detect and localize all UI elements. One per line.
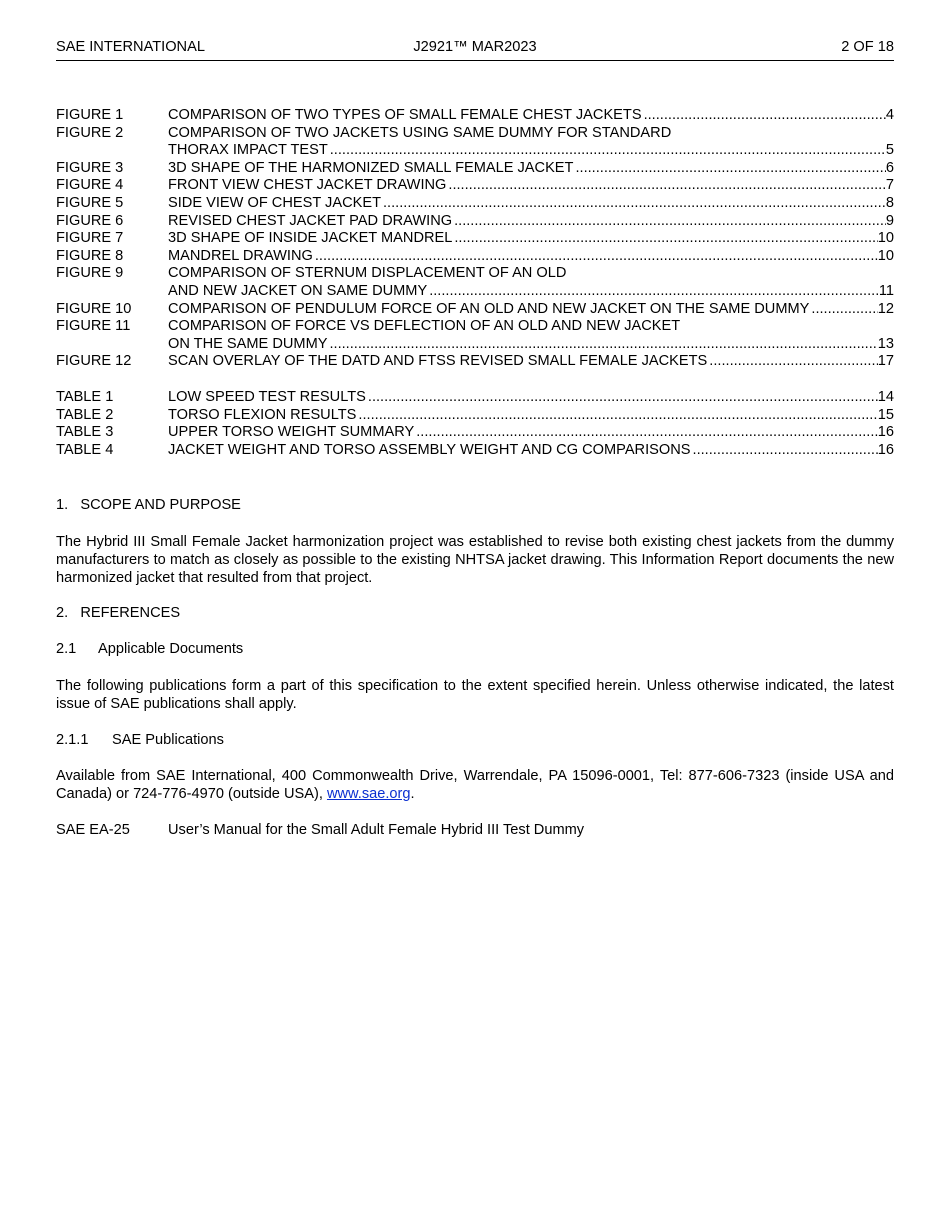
figure-entry-title-line [168, 195, 894, 213]
reference-title: User’s Manual for the Small Adult Female Hybrid III Test Dummy [168, 822, 585, 838]
figure-entry-title-text: SIDE VIEW OF CHEST JACKET [168, 194, 381, 211]
figure-entry-page-number: 10 [877, 247, 894, 264]
figure-entry-page-number: 6 [885, 159, 894, 176]
table-list [56, 389, 894, 459]
figure-entry[interactable] [56, 248, 894, 266]
dot-leader [446, 177, 885, 195]
dot-leader [313, 248, 878, 266]
figure-entry[interactable] [56, 265, 894, 300]
figure-entry-title-line [168, 248, 894, 266]
figure-entry-title-text: FRONT VIEW CHEST JACKET DRAWING [168, 177, 447, 194]
section-title: SCOPE AND PURPOSE [80, 497, 241, 513]
dot-leader [381, 195, 886, 213]
header-document-id: J2921™ MAR2023 [413, 39, 537, 55]
sae-website-link[interactable]: www.sae.org [326, 786, 411, 802]
section-2-heading [56, 604, 894, 622]
figure-entry-page-number: 4 [885, 107, 894, 123]
figure-entry-title [168, 213, 894, 231]
figure-entry-title-text: COMPARISON OF PENDULUM FORCE OF AN OLD AND NEW JACKET ON THE SAME DUMMY [168, 300, 810, 317]
dot-leader [707, 353, 877, 371]
figure-entry-label: FIGURE 8 [56, 247, 124, 264]
dot-leader [691, 442, 878, 460]
section-title: SAE Publications [112, 732, 224, 748]
figure-entry-title-text: 3D SHAPE OF INSIDE JACKET MANDREL [168, 230, 453, 247]
section-number: 2. [56, 605, 69, 621]
table-entry-title-text: LOW SPEED TEST RESULTS [168, 388, 366, 405]
section-1-heading [56, 496, 894, 514]
figure-entry-title-line [168, 318, 894, 336]
figure-entry[interactable] [56, 195, 894, 213]
figure-entry[interactable] [56, 213, 894, 231]
figure-entry-page-number: 13 [877, 335, 894, 352]
figure-entry[interactable] [56, 353, 894, 371]
figure-entry-title [168, 195, 894, 213]
figure-entry-title-text: AND NEW JACKET ON SAME DUMMY [168, 282, 428, 299]
section-number: 2.1.1 [56, 732, 89, 748]
section-2-1-1-body [56, 767, 894, 803]
table-entry-title-line [168, 407, 894, 425]
section-2-1-1-heading [56, 731, 894, 749]
table-entry-page-number: 16 [877, 441, 894, 458]
section-number: 1. [56, 497, 69, 513]
figure-entry-title-line [168, 265, 894, 283]
figure-entry-label: FIGURE 1 [56, 107, 124, 123]
body-text: Available from SAE International, 400 Commonwealth Drive, Warrendale, PA 15096-0001, Tel: 877-606-7323 (inside USA and Canada) or 724-776-4970 (outside USA), [56, 768, 894, 802]
page-header [56, 38, 894, 61]
figure-entry-page-number: 7 [885, 177, 894, 194]
header-publisher: SAE INTERNATIONAL [56, 39, 205, 55]
figure-entry[interactable] [56, 107, 894, 125]
body-text-end: . [410, 786, 415, 802]
figure-entry-label: FIGURE 4 [56, 177, 124, 194]
dot-leader [642, 107, 886, 125]
figure-entry-title-line [168, 283, 894, 301]
figure-entry-title-line [168, 160, 894, 178]
figure-entry-title [168, 230, 894, 248]
figure-entry-page-number: 8 [885, 194, 894, 211]
figure-entry-title-text: COMPARISON OF TWO TYPES OF SMALL FEMALE CHEST JACKETS [168, 107, 642, 123]
figure-entry-title-text: ON THE SAME DUMMY [168, 335, 328, 352]
figure-entry-page-number: 17 [877, 353, 894, 370]
section-1-body: The Hybrid III Small Female Jacket harmonization project was established to revise both existing chest jackets from the dummy manufacturers to match as closely as possible to the existing NHTSA jacket drawing. This Information Report documents the new harmonized jacket that resulted from that project. [56, 534, 894, 586]
table-entry-title-text: UPPER TORSO WEIGHT SUMMARY [168, 424, 415, 441]
dot-leader [327, 336, 877, 354]
figure-entry-label: FIGURE 7 [56, 230, 124, 247]
table-entry-title-text: TORSO FLEXION RESULTS [168, 406, 357, 423]
figure-entry-label: FIGURE 2 [56, 124, 124, 141]
figure-entry-page-number: 9 [885, 212, 894, 229]
dot-leader [328, 142, 886, 160]
table-entry[interactable] [56, 424, 894, 442]
figure-entry-label: FIGURE 5 [56, 194, 124, 211]
figure-entry-title-text: MANDREL DRAWING [168, 247, 313, 264]
dot-leader [573, 160, 885, 178]
dot-leader [452, 230, 877, 248]
figure-entry[interactable] [56, 318, 894, 353]
section-title: Applicable Documents [98, 641, 244, 657]
figure-entry-title-text: 3D SHAPE OF THE HARMONIZED SMALL FEMALE JACKET [168, 159, 574, 176]
figure-entry-title-text: REVISED CHEST JACKET PAD DRAWING [168, 212, 453, 229]
figure-entry-title [168, 107, 894, 125]
figure-entry-title-line [168, 142, 894, 160]
figure-entry-title-line [168, 213, 894, 231]
table-entry-title-line [168, 389, 894, 407]
figure-entry[interactable] [56, 177, 894, 195]
figure-entry-title-text: COMPARISON OF FORCE VS DEFLECTION OF AN OLD AND NEW JACKET [168, 318, 681, 335]
dot-leader [366, 389, 878, 407]
figure-entry-title-text: SCAN OVERLAY OF THE DATD AND FTSS REVISED SMALL FEMALE JACKETS [168, 353, 708, 370]
figure-entry-title [168, 160, 894, 178]
figure-entry-page-number: 12 [877, 300, 894, 317]
table-entry-title [168, 407, 894, 425]
figure-entry-title-text: THORAX IMPACT TEST [168, 142, 328, 159]
figure-entry-title-line [168, 107, 894, 125]
figure-entry-title-text: COMPARISON OF TWO JACKETS USING SAME DUMMY FOR STANDARD [168, 124, 672, 141]
table-entry-page-number: 14 [877, 388, 894, 405]
figure-entry-title-line [168, 336, 894, 354]
dot-leader [356, 407, 877, 425]
figure-entry-label: FIGURE 3 [56, 159, 124, 176]
table-entry-page-number: 15 [877, 406, 894, 423]
figure-entry-title [168, 318, 894, 353]
header-page-number: 2 OF 18 [841, 39, 894, 55]
dot-leader [414, 424, 878, 442]
figure-entry[interactable] [56, 160, 894, 178]
table-entry-title-line [168, 442, 894, 460]
figure-entry[interactable] [56, 301, 894, 319]
table-entry[interactable] [56, 442, 894, 460]
figure-entry-title [168, 177, 894, 195]
table-entry-title-line [168, 424, 894, 442]
figure-entry-title [168, 353, 894, 371]
toc-gap [56, 371, 894, 389]
figure-entry-page-number: 5 [885, 142, 894, 159]
table-entry[interactable] [56, 407, 894, 425]
figure-entry-label: FIGURE 9 [56, 265, 124, 282]
figure-entry-label: FIGURE 6 [56, 212, 124, 229]
figure-entry-title [168, 125, 894, 160]
figure-entry-label: FIGURE 12 [56, 353, 132, 370]
section-2-1-body: The following publications form a part of this specification to the extent specified herein. Unless otherwise indicated, the latest issue of SAE publications shall apply. [56, 678, 894, 712]
dot-leader [809, 301, 877, 319]
table-entry-title [168, 424, 894, 442]
table-entry-title [168, 389, 894, 407]
figure-entry-title-line [168, 230, 894, 248]
figure-entry-title-line [168, 125, 894, 143]
figure-entry-label: FIGURE 11 [56, 318, 131, 335]
section-2-1-heading [56, 640, 894, 658]
table-entry-title [168, 442, 894, 460]
table-entry-label: TABLE 1 [56, 388, 114, 405]
table-entry-label: TABLE 2 [56, 406, 114, 423]
list-of-figures-and-tables [56, 107, 894, 459]
reference-id: SAE EA-25 [56, 822, 130, 838]
dot-leader [427, 283, 879, 301]
section-title: REFERENCES [80, 605, 181, 621]
figure-entry-title-line [168, 353, 894, 371]
reference-entry [56, 821, 894, 839]
table-entry[interactable] [56, 389, 894, 407]
figure-entry-title-line [168, 177, 894, 195]
figure-entry-label: FIGURE 10 [56, 300, 132, 317]
section-number: 2.1 [56, 641, 77, 657]
figure-entry-title-line [168, 301, 894, 319]
figure-entry-title [168, 248, 894, 266]
figure-entry-page-number: 11 [878, 282, 894, 299]
table-entry-title-text: JACKET WEIGHT AND TORSO ASSEMBLY WEIGHT AND CG COMPARISONS [168, 441, 691, 458]
figure-entry-title [168, 265, 894, 300]
dot-leader [452, 213, 886, 231]
figure-entry-page-number: 10 [877, 230, 894, 247]
figure-entry[interactable] [56, 125, 894, 160]
table-entry-label: TABLE 3 [56, 424, 114, 441]
table-entry-page-number: 16 [877, 424, 894, 441]
figure-entry-title [168, 301, 894, 319]
figure-entry-title-text: COMPARISON OF STERNUM DISPLACEMENT OF AN OLD [168, 265, 567, 282]
figure-list [56, 107, 894, 371]
figure-entry[interactable] [56, 230, 894, 248]
table-entry-label: TABLE 4 [56, 441, 114, 458]
